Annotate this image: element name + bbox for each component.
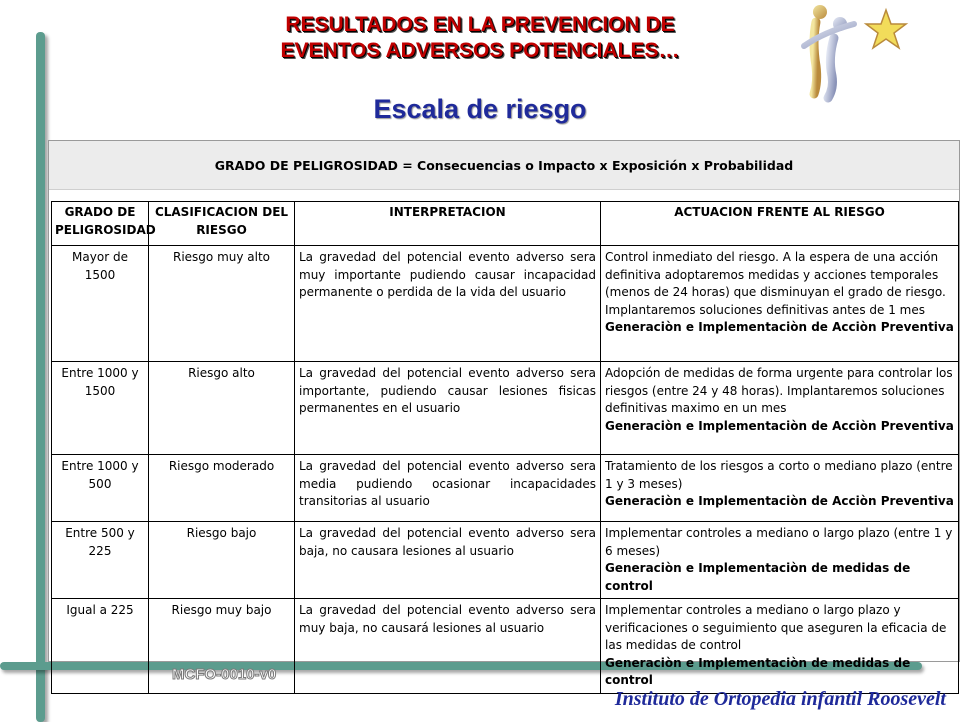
cell-clasificacion: Riesgo muy bajo xyxy=(149,599,295,694)
cell-clasificacion: Riesgo bajo xyxy=(149,522,295,599)
actuacion-text: Control inmediato del riesgo. A la espera de una acción definitiva adoptaremos medidas y acciones temporales (menos de 24 horas) que disminuyan el grado de riesgo. Implantaremos soluciones definitivas antes de 1 mes xyxy=(605,250,946,317)
cell-clasificacion: Riesgo moderado xyxy=(149,455,295,522)
institute-logo xyxy=(794,2,922,106)
actuacion-accion: Generaciòn e Implementaciòn de Acciòn Preventiva xyxy=(605,418,954,433)
cell-actuacion xyxy=(601,246,959,362)
actuacion-text: Tratamiento de los riesgos a corto o mediano plazo (entre 1 y 3 meses) xyxy=(605,459,953,491)
table-header-row xyxy=(52,202,959,246)
actuacion-accion: Generaciòn e Implementaciòn de medidas de control xyxy=(605,561,911,593)
actuacion-accion: Generaciòn e Implementaciòn de Acciòn Preventiva xyxy=(605,320,954,334)
cell-clasificacion: Riesgo alto xyxy=(149,362,295,455)
cell-interpretacion: La gravedad del potencial evento adverso sera muy baja, no causará lesiones al usuario xyxy=(295,599,601,694)
cell-interpretacion: La gravedad del potencial evento adverso sera media pudiendo ocasionar incapacidades transitorias al usuario xyxy=(295,455,601,522)
cell-interpretacion: La gravedad del potencial evento adverso sera muy importante pudiendo causar incapacidad permanente o perdida de la vida del usuario xyxy=(295,246,601,362)
actuacion-text: Implementar controles a mediano o largo plazo y verificaciones o seguimiento que aseguren la eficacia de las medidas de control xyxy=(605,603,947,652)
risk-scale-table xyxy=(51,201,959,694)
table-row xyxy=(52,362,959,455)
header-clasificacion: CLASIFICACION DEL RIESGO xyxy=(149,202,295,246)
table-row xyxy=(52,522,959,599)
institute-name: Instituto de Ortopedia infantil Roosevelt xyxy=(614,688,946,710)
cell-actuacion xyxy=(601,455,959,522)
actuacion-accion: Generaciòn e Implementaciòn de medidas de control xyxy=(605,655,911,687)
slide-title xyxy=(150,12,810,64)
header-actuacion: ACTUACION FRENTE AL RIESGO xyxy=(601,202,959,246)
actuacion-text: Implementar controles a mediano o largo plazo (entre 1 y 6 meses) xyxy=(605,526,953,558)
header-interpretacion: INTERPRETACION xyxy=(295,202,601,246)
actuacion-accion: Generaciòn e Implementaciòn de Acciòn Preventiva xyxy=(605,494,954,508)
cell-actuacion xyxy=(601,599,959,694)
cell-interpretacion: La gravedad del potencial evento adverso sera baja, no causara lesiones al usuario xyxy=(295,522,601,599)
cell-grado: Entre 1000 y 1500 xyxy=(52,362,149,455)
cell-grado: Mayor de 1500 xyxy=(52,246,149,362)
cell-actuacion xyxy=(601,362,959,455)
title-line-2: EVENTOS ADVERSOS POTENCIALES… xyxy=(280,39,680,62)
actuacion-text: Adopción de medidas de forma urgente para controlar los riesgos (entre 24 y 48 horas). Implantaremos soluciones definitivas maximo en un mes xyxy=(605,366,953,415)
table-row xyxy=(52,455,959,522)
cell-actuacion xyxy=(601,522,959,599)
hazard-formula: GRADO DE PELIGROSIDAD = Consecuencias o Impacto x Exposición x Probabilidad xyxy=(49,141,959,190)
header-grado: GRADO DE PELIGROSIDAD xyxy=(52,202,149,246)
cell-grado: Entre 500 y 225 xyxy=(52,522,149,599)
slide-subtitle: Escala de riesgo xyxy=(373,94,587,124)
cell-interpretacion: La gravedad del potencial evento adverso sera importante, pudiendo causar lesiones fisicas permanentes en el usuario xyxy=(295,362,601,455)
left-accent-bar xyxy=(36,32,45,722)
cell-grado: Igual a 225 xyxy=(52,599,149,694)
document-code: MCFO-0010-v0 xyxy=(172,666,277,683)
table-row xyxy=(52,246,959,362)
cell-grado: Entre 1000 y 500 xyxy=(52,455,149,522)
cell-clasificacion: Riesgo muy alto xyxy=(149,246,295,362)
title-line-1: RESULTADOS EN LA PREVENCION DE xyxy=(285,13,675,36)
